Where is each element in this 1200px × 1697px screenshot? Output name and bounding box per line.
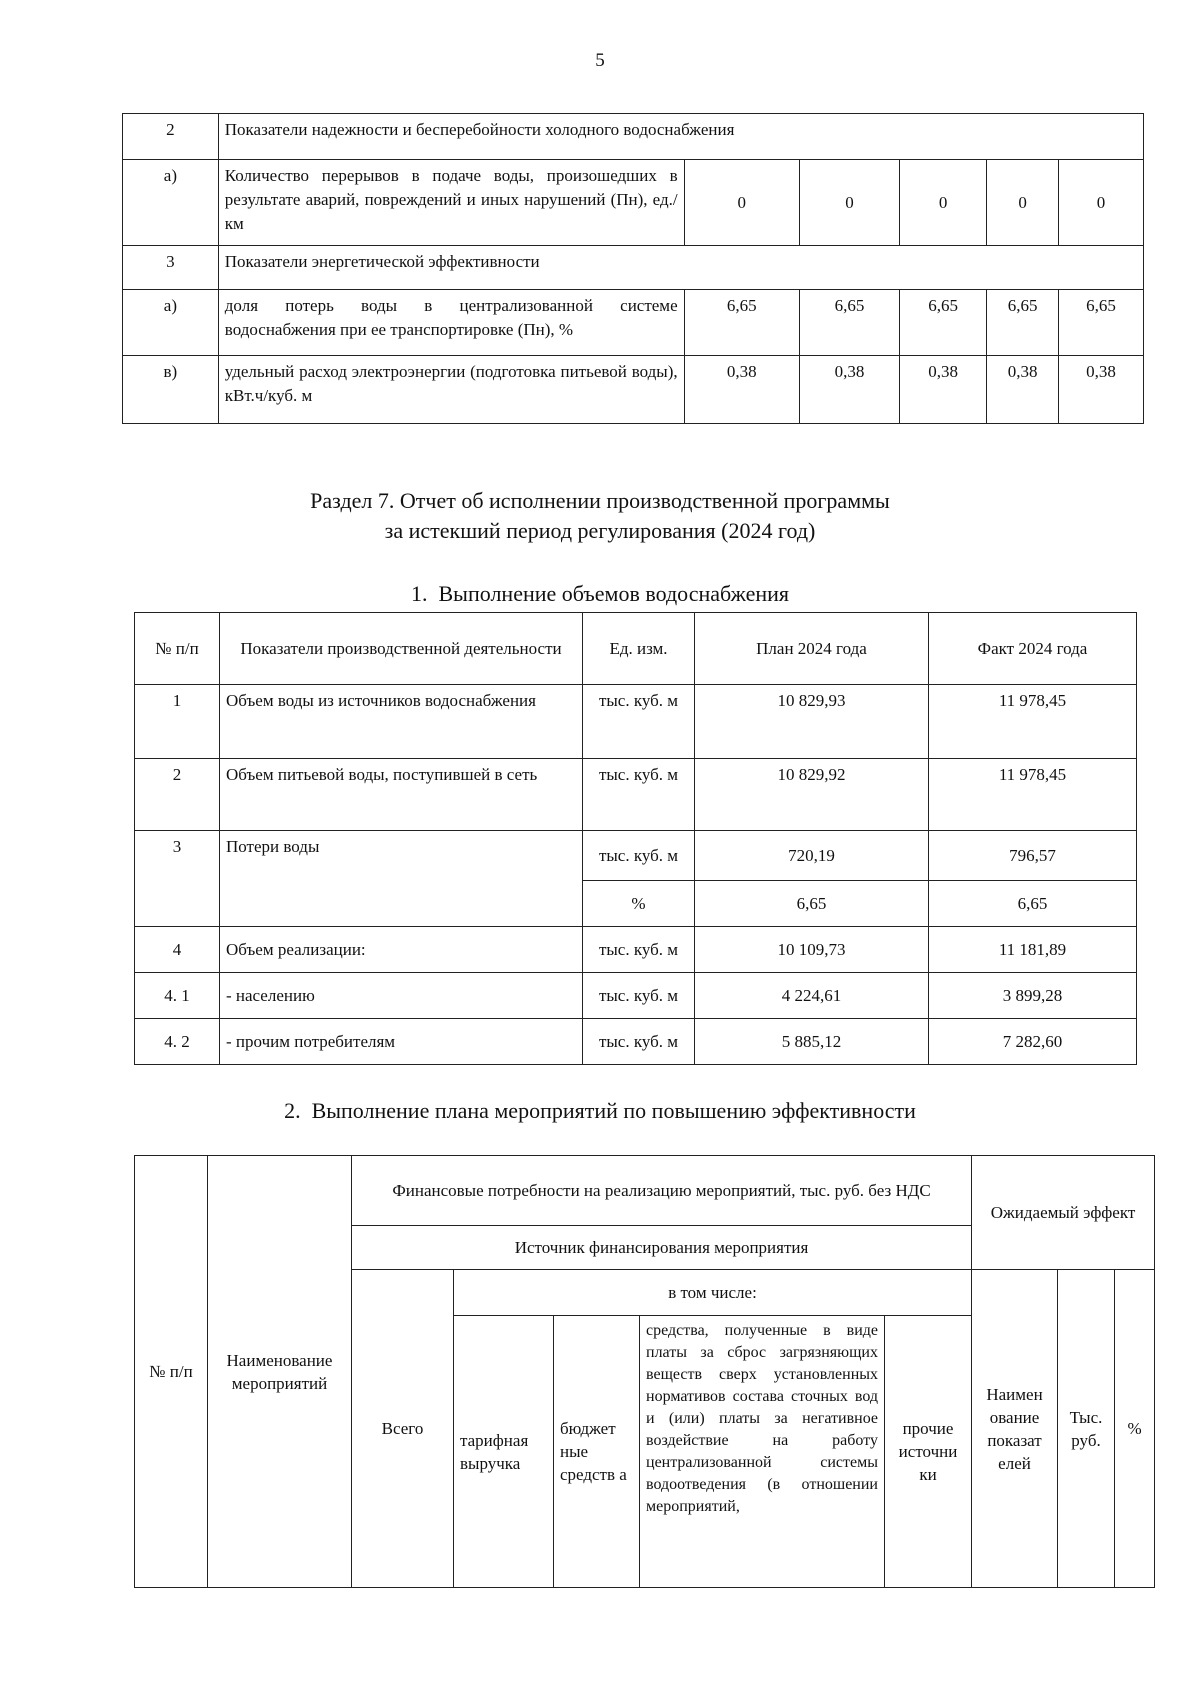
plan-cell: 10 109,73	[695, 927, 929, 973]
header-plan: План 2024 года	[695, 613, 929, 685]
value-cell: 0,38	[1059, 356, 1144, 424]
unit-cell: %	[583, 881, 695, 927]
section-title-line-1: Раздел 7. Отчет об исполнении производственной программы	[310, 488, 890, 513]
water-supply-volumes-table	[134, 612, 1137, 1065]
header-tariff: тарифная выручка	[454, 1316, 554, 1588]
indicator-cell: Объем питьевой воды, поступившей в сеть	[220, 759, 583, 831]
fact-cell: 3 899,28	[929, 973, 1137, 1019]
value-cell: 6,65	[1059, 290, 1144, 356]
header-num: № п/п	[135, 1156, 208, 1588]
header-other: прочие источни ки	[885, 1316, 972, 1588]
indicator-cell: Объем воды из источников водоснабжения	[220, 685, 583, 759]
header-indicator: Показатели производственной деятельности	[220, 613, 583, 685]
fact-cell: 6,65	[929, 881, 1137, 927]
section-title-line-2: за истекший период регулирования (2024 год)	[384, 518, 816, 543]
page-number: 5	[595, 50, 605, 71]
indicator-cell: - прочим потребителям	[220, 1019, 583, 1065]
header-indicator-name: Наимен ование показат елей	[972, 1270, 1058, 1588]
indicator-text: доля потерь воды в централизованной системе водоснабжения при ее транспортировке (Пн), %	[218, 290, 684, 356]
value-cell: 6,65	[900, 290, 987, 356]
value-cell: 0	[684, 160, 799, 246]
value-cell: 0,38	[987, 356, 1059, 424]
header-including: в том числе:	[454, 1270, 972, 1316]
table2-heading: 1. Выполнение объемов водоснабжения	[411, 581, 789, 606]
plan-cell: 6,65	[695, 881, 929, 927]
table-header-row	[135, 1156, 1155, 1226]
table-row	[135, 1019, 1137, 1065]
table-row	[135, 685, 1137, 759]
table-row	[135, 927, 1137, 973]
efficiency-measures-table	[134, 1155, 1155, 1588]
table-row	[123, 114, 1144, 160]
row-number: 4. 2	[135, 1019, 220, 1065]
value-cell: 6,65	[684, 290, 799, 356]
header-source: Источник финансирования мероприятия	[352, 1226, 972, 1270]
section-title: Показатели энергетической эффективности	[218, 246, 1143, 290]
fact-cell: 796,57	[929, 831, 1137, 881]
unit-cell: тыс. куб. м	[583, 759, 695, 831]
indicator-text: Количество перерывов в подаче воды, произошедших в результате аварий, повреждений и иных нарушений (Пн), ед./км	[218, 160, 684, 246]
value-cell: 6,65	[987, 290, 1059, 356]
plan-cell: 10 829,93	[695, 685, 929, 759]
table-row	[135, 973, 1137, 1019]
value-cell: 0	[799, 160, 899, 246]
table-row	[123, 160, 1144, 246]
fact-cell: 7 282,60	[929, 1019, 1137, 1065]
header-unit: Ед. изм.	[583, 613, 695, 685]
row-number: 1	[135, 685, 220, 759]
row-number: 4. 1	[135, 973, 220, 1019]
plan-cell: 5 885,12	[695, 1019, 929, 1065]
table-row	[123, 356, 1144, 424]
plan-cell: 10 829,92	[695, 759, 929, 831]
table-header-row	[135, 613, 1137, 685]
indicator-cell: - населению	[220, 973, 583, 1019]
value-cell: 0,38	[799, 356, 899, 424]
header-fact: Факт 2024 года	[929, 613, 1137, 685]
unit-cell: тыс. куб. м	[583, 973, 695, 1019]
indicator-text: удельный расход электроэнергии (подготовка питьевой воды), кВт.ч/куб. м	[218, 356, 684, 424]
row-number: а)	[123, 160, 219, 246]
header-percent: %	[1115, 1270, 1155, 1588]
section-title	[0, 486, 1200, 546]
section-title: Показатели надежности и бесперебойности холодного водоснабжения	[218, 114, 1143, 160]
fact-cell: 11 181,89	[929, 927, 1137, 973]
unit-cell: тыс. куб. м	[583, 1019, 695, 1065]
unit-cell: тыс. куб. м	[583, 685, 695, 759]
table-row	[135, 831, 1137, 881]
value-cell: 0,38	[900, 356, 987, 424]
table3-heading: 2. Выполнение плана мероприятий по повышению эффективности	[284, 1098, 916, 1123]
value-cell: 0	[900, 160, 987, 246]
row-number: в)	[123, 356, 219, 424]
plan-cell: 4 224,61	[695, 973, 929, 1019]
row-number: 3	[135, 831, 220, 927]
row-number: 2	[135, 759, 220, 831]
table-row	[123, 290, 1144, 356]
table-row	[135, 759, 1137, 831]
header-num: № п/п	[135, 613, 220, 685]
header-budget: бюджет ные средств а	[554, 1316, 640, 1588]
row-number: а)	[123, 290, 219, 356]
indicator-cell: Потери воды	[220, 831, 583, 927]
header-total: Всего	[352, 1270, 454, 1588]
value-cell: 0,38	[684, 356, 799, 424]
fact-cell: 11 978,45	[929, 685, 1137, 759]
value-cell: 0	[987, 160, 1059, 246]
header-fees: средства, полученные в виде платы за сброс загрязняющих веществ сверх установленных нормативов состава сточных вод и (или) платы за негативное воздействие на работу централизованной системы водоотведения (в отношении мероприятий,	[640, 1316, 885, 1588]
indicators-table	[122, 113, 1144, 424]
value-cell: 6,65	[799, 290, 899, 356]
unit-cell: тыс. куб. м	[583, 927, 695, 973]
unit-cell: тыс. куб. м	[583, 831, 695, 881]
row-number: 4	[135, 927, 220, 973]
fact-cell: 11 978,45	[929, 759, 1137, 831]
table-row	[123, 246, 1144, 290]
header-measure-name: Наименование мероприятий	[208, 1156, 352, 1588]
row-number: 2	[123, 114, 219, 160]
plan-cell: 720,19	[695, 831, 929, 881]
header-thousand-rub: Тыс. руб.	[1058, 1270, 1115, 1588]
value-cell: 0	[1059, 160, 1144, 246]
row-number: 3	[123, 246, 219, 290]
header-finance: Финансовые потребности на реализацию мероприятий, тыс. руб. без НДС	[352, 1156, 972, 1226]
indicator-cell: Объем реализации:	[220, 927, 583, 973]
header-effect: Ожидаемый эффект	[972, 1156, 1155, 1270]
